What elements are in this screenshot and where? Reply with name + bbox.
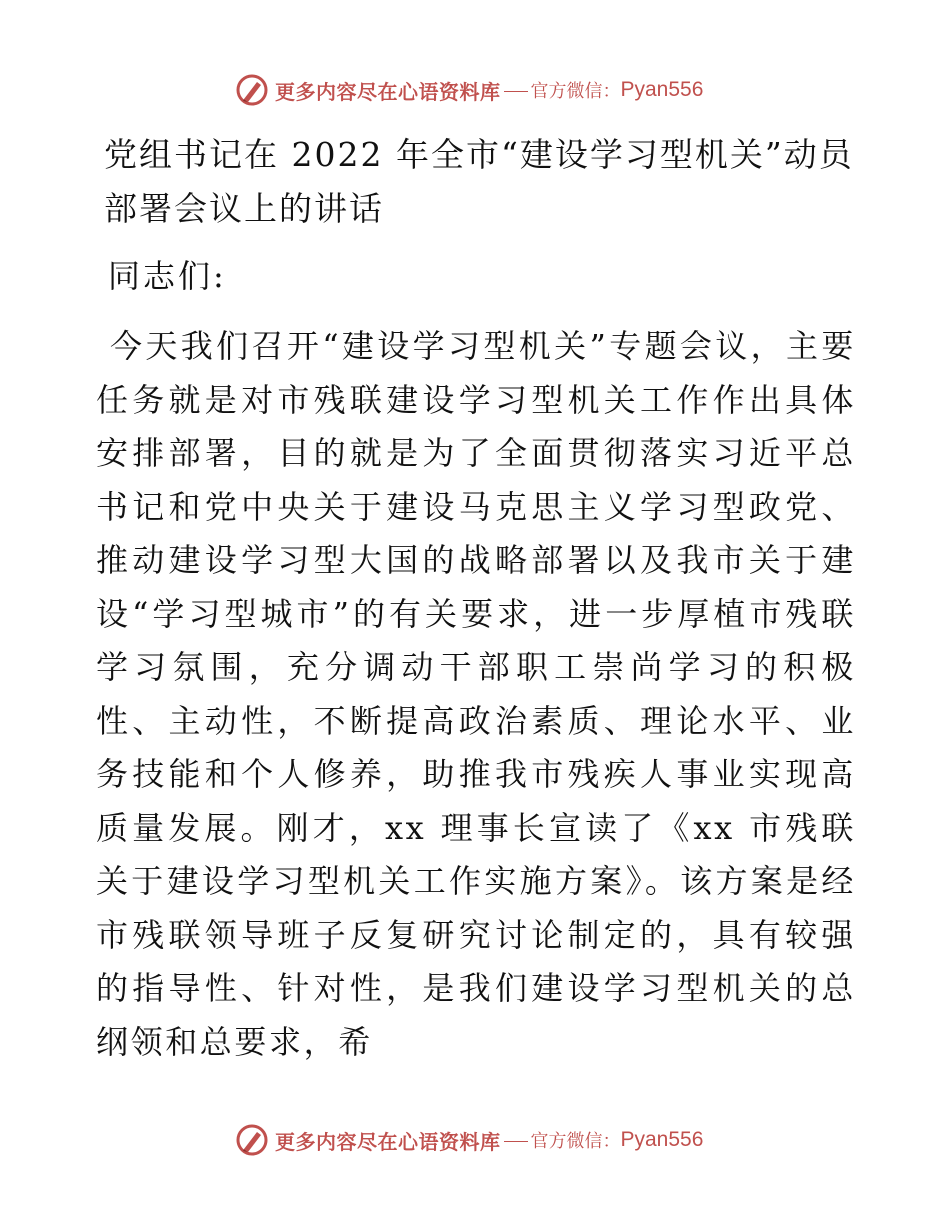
banner-separator: [504, 91, 528, 92]
banner-separator: [504, 1141, 528, 1142]
header-banner: [235, 72, 703, 108]
body-paragraph: [96, 320, 856, 1069]
pen-circle-logo-icon: [235, 1123, 269, 1157]
banner-wechat-id: Pyan556: [620, 78, 704, 101]
banner-wechat-id: Pyan556: [620, 1128, 704, 1151]
document-body: [96, 120, 856, 1069]
greeting-line: 同志们:: [108, 257, 227, 295]
footer-banner: [235, 1122, 703, 1158]
paragraph-text: 今天我们召开“建设学习型机关”专题会议，主要任务就是对市残联建设学习型机关工作作出具体安排部署，目的就是为了全面贯彻落实习近平总书记和党中央关于建设马克思主义学习型政党、推动建设学习型大国的战略部署以及我市关于建设“学习型城市”的有关要求，进一步厚植市残联学习氛围，充分调动干部职工崇尚学习的积极性、主动性，不断提高政治素质、理论水平、业务技能和个人修养，助推我市残疾人事业实现高质量发展。刚才，xx 理事长宣读了《xx 市残联关于建设学习型机关工作实施方案》。该方案是经市残联领导班子反复研究讨论制定的，具有较强的指导性、针对性，是我们建设学习型机关的总纲领和总要求，希: [96, 327, 856, 1061]
banner-wechat-label: 官方微信：: [530, 1131, 621, 1152]
document-title: 党组书记在 2022 年全市“建设学习型机关”动员部署会议上的讲话: [104, 135, 854, 228]
pen-circle-logo-icon: [235, 73, 269, 107]
banner-main-text: 更多内容尽在心语资料库: [275, 79, 501, 104]
banner-wechat-label: 官方微信：: [530, 81, 621, 102]
banner-main-text: 更多内容尽在心语资料库: [275, 1129, 501, 1154]
